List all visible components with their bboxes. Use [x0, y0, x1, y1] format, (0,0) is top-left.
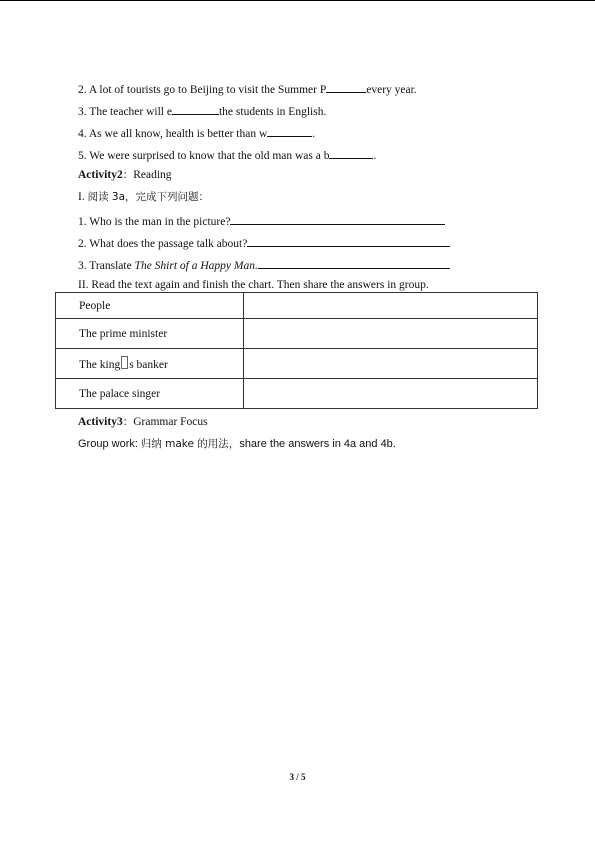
label-text: s banker: [129, 359, 168, 371]
group-work-label: Group work:: [78, 438, 138, 450]
activity3-heading: [78, 415, 208, 429]
question-text: 2. What does the passage talk about?: [78, 238, 248, 250]
answer-blank[interactable]: [230, 213, 445, 225]
answer-blank[interactable]: [326, 81, 366, 93]
instruction-text: 阅读 3a，完成下列问题：: [87, 191, 210, 203]
reading-question-2: [78, 235, 450, 251]
exercise-text: 5. We were surprised to know that the old man was a b: [78, 150, 330, 162]
exercise-text: 2. A lot of tourists go to Beijing to visit the Summer P: [78, 84, 327, 96]
label-text: The king: [79, 359, 121, 371]
chart-instruction: II. Read the text again and finish the chart. Then share the answers in group.: [78, 279, 429, 291]
answer-blank[interactable]: [247, 235, 450, 247]
page-number: 3 / 5: [289, 772, 306, 782]
table-row: [56, 379, 538, 409]
missing-glyph-box: [121, 356, 128, 369]
group-work-text: share the answers in 4a and 4b.: [239, 438, 396, 450]
exercise-text: .: [373, 150, 377, 162]
table-cell-answer[interactable]: [244, 379, 538, 409]
exercise-text: .: [312, 128, 316, 140]
table-cell-label: [56, 349, 244, 379]
group-work: [78, 437, 396, 451]
instruction-number: I.: [78, 191, 85, 203]
table-cell-answer[interactable]: [244, 319, 538, 349]
page-top-rule: [0, 0, 595, 1]
exercise-text: every year.: [366, 84, 417, 96]
reading-instruction: [78, 190, 209, 204]
exercise-2: [78, 81, 417, 97]
answer-blank[interactable]: [329, 147, 373, 159]
table-cell-label: People: [56, 293, 244, 319]
activity-title: Reading: [133, 169, 172, 181]
group-work-cn: 归纳 make 的用法，: [140, 438, 240, 450]
table-cell-answer[interactable]: [244, 349, 538, 379]
activity-colon: ：: [122, 169, 134, 181]
chart-table: [55, 292, 538, 409]
reading-question-3: [78, 257, 450, 273]
answer-blank[interactable]: [267, 125, 312, 137]
table-cell-label: The palace singer: [56, 379, 244, 409]
table-row: [56, 319, 538, 349]
activity-colon: ：: [122, 416, 134, 428]
activity2-heading: [78, 168, 172, 182]
exercise-3: [78, 103, 326, 119]
answer-blank[interactable]: [258, 257, 450, 269]
activity-title: Grammar Focus: [133, 416, 208, 428]
question-text: 1. Who is the man in the picture?: [78, 216, 231, 228]
table-cell-answer[interactable]: [244, 293, 538, 319]
table-row: [56, 349, 538, 379]
table-cell-label: The prime minister: [56, 319, 244, 349]
exercise-text: 3. The teacher will e: [78, 106, 172, 118]
activity-label: Activity3: [78, 416, 123, 428]
table-row: [56, 293, 538, 319]
answer-blank[interactable]: [172, 103, 219, 115]
exercise-text: the students in English.: [218, 106, 327, 118]
exercise-text: 4. As we all know, health is better than w: [78, 128, 268, 140]
story-title: The Shirt of a Happy Man.: [134, 260, 258, 272]
reading-question-1: [78, 213, 445, 229]
activity-label: Activity2: [78, 169, 123, 181]
exercise-4: [78, 125, 315, 141]
question-text: 3. Translate: [78, 260, 135, 272]
exercise-5: [78, 147, 376, 163]
